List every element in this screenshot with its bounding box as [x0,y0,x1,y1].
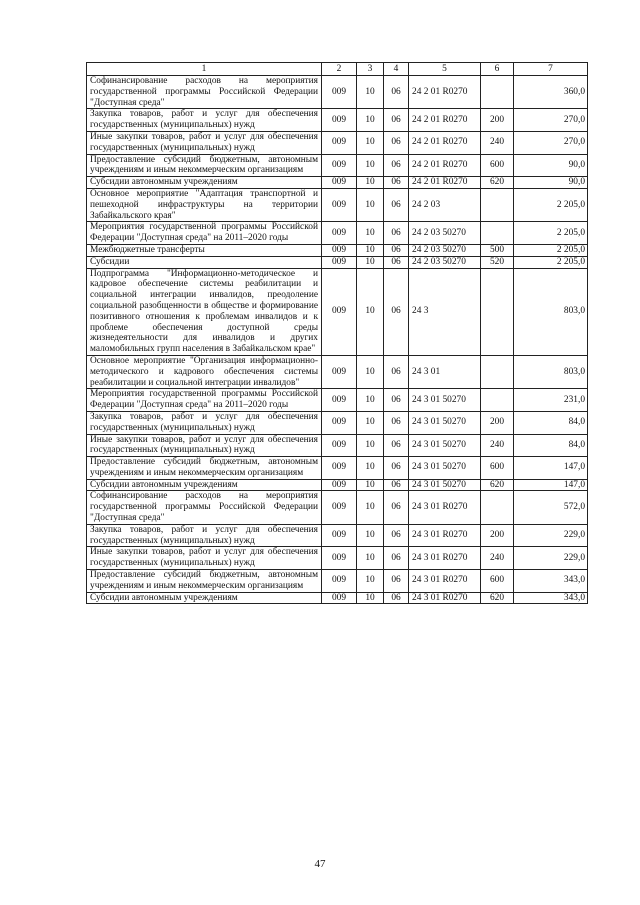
row-name-cell: Закупка товаров, работ и услуг для обеспечения государственных (муниципальных) нужд [87,109,322,132]
amount-cell: 231,0 [514,389,588,412]
ministry-code-cell: 009 [322,222,357,245]
table-row [87,389,588,412]
table-row [87,109,588,132]
row-name-cell: Подпрограмма "Информационно-методическое и кадровое обеспечение системы реабилитации и социальной интеграции инвалидов, преодоление социальной разобщенности в обществе и формирование позитивного отношения к проблемам инвалидов и к проблеме обеспечения доступной среды жизнедеятельности для инвалидов и других маломобильных групп населения в Забайкальском крае" [87,268,322,355]
target-article-cell: 24 2 03 50270 [409,244,481,256]
row-name-cell: Софинансирование расходов на мероприятия государственной программы Российской Федерации "Доступная среда" [87,76,322,109]
section-code-cell: 10 [357,592,384,604]
row-name-cell: Субсидии [87,256,322,268]
amount-cell: 2 205,0 [514,222,588,245]
expense-type-cell [481,76,514,109]
amount-cell: 343,0 [514,570,588,593]
table-row [87,547,588,570]
ministry-code-cell: 009 [322,244,357,256]
expense-type-cell [481,491,514,524]
section-code-cell: 10 [357,131,384,154]
target-article-cell: 24 3 [409,268,481,355]
row-name-cell: Иные закупки товаров, работ и услуг для обеспечения государственных (муниципальных) нужд [87,547,322,570]
row-name-cell: Иные закупки товаров, работ и услуг для обеспечения государственных (муниципальных) нужд [87,131,322,154]
expense-type-cell: 500 [481,244,514,256]
row-name-cell: Иные закупки товаров, работ и услуг для обеспечения государственных (муниципальных) нужд [87,434,322,457]
expense-type-cell: 600 [481,154,514,177]
ministry-code-cell: 009 [322,389,357,412]
ministry-code-cell: 009 [322,434,357,457]
expense-type-cell [481,188,514,221]
row-name-cell: Закупка товаров, работ и услуг для обеспечения государственных (муниципальных) нужд [87,524,322,547]
column-header: 2 [322,63,357,76]
amount-cell: 270,0 [514,131,588,154]
row-name-cell: Основное мероприятие "Адаптация транспортной и пешеходной инфраструктуры на территории Забайкальского края" [87,188,322,221]
table-row [87,570,588,593]
expense-type-cell [481,222,514,245]
ministry-code-cell: 009 [322,256,357,268]
amount-cell: 803,0 [514,355,588,388]
row-name-cell: Мероприятия государственной программы Российской Федерации "Доступная среда" на 2011–2020 годы [87,222,322,245]
target-article-cell: 24 3 01 R0270 [409,491,481,524]
subsection-code-cell: 06 [384,268,409,355]
row-name-cell: Субсидии автономным учреждениям [87,177,322,189]
column-header: 1 [87,63,322,76]
ministry-code-cell: 009 [322,457,357,480]
subsection-code-cell: 06 [384,592,409,604]
row-name-cell: Софинансирование расходов на мероприятия государственной программы Российской Федерации "Доступная среда" [87,491,322,524]
expense-type-cell: 200 [481,524,514,547]
target-article-cell: 24 2 01 R0270 [409,131,481,154]
row-name-cell: Предоставление субсидий бюджетным, автономным учреждениям и иным некоммерческим организациям [87,457,322,480]
section-code-cell: 10 [357,491,384,524]
table-row [87,131,588,154]
row-name-cell: Предоставление субсидий бюджетным, автономным учреждениям и иным некоммерческим организациям [87,570,322,593]
target-article-cell: 24 2 01 R0270 [409,76,481,109]
target-article-cell: 24 3 01 50270 [409,411,481,434]
row-name-cell: Субсидии автономным учреждениям [87,592,322,604]
expense-type-cell: 620 [481,592,514,604]
expense-type-cell: 240 [481,434,514,457]
target-article-cell: 24 3 01 50270 [409,434,481,457]
section-code-cell: 10 [357,570,384,593]
ministry-code-cell: 009 [322,154,357,177]
amount-cell: 2 205,0 [514,256,588,268]
subsection-code-cell: 06 [384,389,409,412]
target-article-cell: 24 2 01 R0270 [409,154,481,177]
section-code-cell: 10 [357,76,384,109]
column-header: 3 [357,63,384,76]
expense-type-cell [481,389,514,412]
subsection-code-cell: 06 [384,434,409,457]
amount-cell: 90,0 [514,154,588,177]
ministry-code-cell: 009 [322,109,357,132]
target-article-cell: 24 3 01 R0270 [409,524,481,547]
table-row [87,76,588,109]
subsection-code-cell: 06 [384,131,409,154]
amount-cell: 572,0 [514,491,588,524]
section-code-cell: 10 [357,256,384,268]
amount-cell: 343,0 [514,592,588,604]
amount-cell: 2 205,0 [514,244,588,256]
ministry-code-cell: 009 [322,188,357,221]
subsection-code-cell: 06 [384,479,409,491]
ministry-code-cell: 009 [322,491,357,524]
section-code-cell: 10 [357,222,384,245]
amount-cell: 803,0 [514,268,588,355]
table-row [87,244,588,256]
target-article-cell: 24 3 01 50270 [409,457,481,480]
subsection-code-cell: 06 [384,547,409,570]
ministry-code-cell: 009 [322,268,357,355]
target-article-cell: 24 2 01 R0270 [409,109,481,132]
ministry-code-cell: 009 [322,355,357,388]
subsection-code-cell: 06 [384,109,409,132]
target-article-cell: 24 3 01 R0270 [409,547,481,570]
ministry-code-cell: 009 [322,411,357,434]
subsection-code-cell: 06 [384,188,409,221]
expense-type-cell: 620 [481,479,514,491]
ministry-code-cell: 009 [322,592,357,604]
row-name-cell: Закупка товаров, работ и услуг для обеспечения государственных (муниципальных) нужд [87,411,322,434]
ministry-code-cell: 009 [322,76,357,109]
table-row [87,256,588,268]
subsection-code-cell: 06 [384,244,409,256]
expense-type-cell [481,268,514,355]
subsection-code-cell: 06 [384,355,409,388]
amount-cell: 360,0 [514,76,588,109]
table-row [87,491,588,524]
table-row [87,524,588,547]
row-name-cell: Предоставление субсидий бюджетным, автономным учреждениям и иным некоммерческим организациям [87,154,322,177]
table-row [87,592,588,604]
amount-cell: 229,0 [514,547,588,570]
section-code-cell: 10 [357,109,384,132]
table-row [87,177,588,189]
target-article-cell: 24 2 03 [409,188,481,221]
section-code-cell: 10 [357,524,384,547]
column-header: 6 [481,63,514,76]
amount-cell: 84,0 [514,434,588,457]
ministry-code-cell: 009 [322,547,357,570]
target-article-cell: 24 2 01 R0270 [409,177,481,189]
subsection-code-cell: 06 [384,222,409,245]
section-code-cell: 10 [357,547,384,570]
amount-cell: 270,0 [514,109,588,132]
row-name-cell: Межбюджетные трансферты [87,244,322,256]
section-code-cell: 10 [357,434,384,457]
target-article-cell: 24 3 01 [409,355,481,388]
page-number: 47 [314,858,326,870]
subsection-code-cell: 06 [384,491,409,524]
section-code-cell: 10 [357,479,384,491]
subsection-code-cell: 06 [384,524,409,547]
table-row [87,222,588,245]
column-header: 4 [384,63,409,76]
ministry-code-cell: 009 [322,177,357,189]
table-row [87,188,588,221]
column-header: 7 [514,63,588,76]
table-row [87,457,588,480]
table-row [87,355,588,388]
ministry-code-cell: 009 [322,524,357,547]
expense-type-cell: 200 [481,109,514,132]
section-code-cell: 10 [357,177,384,189]
expense-type-cell: 240 [481,131,514,154]
expense-type-cell: 600 [481,570,514,593]
target-article-cell: 24 2 03 50270 [409,256,481,268]
ministry-code-cell: 009 [322,131,357,154]
amount-cell: 2 205,0 [514,188,588,221]
table-row [87,479,588,491]
target-article-cell: 24 3 01 R0270 [409,570,481,593]
expense-type-cell: 240 [481,547,514,570]
column-header: 5 [409,63,481,76]
amount-cell: 90,0 [514,177,588,189]
table-row [87,154,588,177]
section-code-cell: 10 [357,188,384,221]
row-name-cell: Мероприятия государственной программы Российской Федерации "Доступная среда" на 2011–2020 годы [87,389,322,412]
subsection-code-cell: 06 [384,76,409,109]
target-article-cell: 24 3 01 50270 [409,479,481,491]
expense-type-cell: 620 [481,177,514,189]
subsection-code-cell: 06 [384,570,409,593]
section-code-cell: 10 [357,154,384,177]
amount-cell: 147,0 [514,479,588,491]
section-code-cell: 10 [357,268,384,355]
amount-cell: 84,0 [514,411,588,434]
budget-table [86,62,588,604]
target-article-cell: 24 3 01 R0270 [409,592,481,604]
target-article-cell: 24 3 01 50270 [409,389,481,412]
section-code-cell: 10 [357,457,384,480]
table-row [87,411,588,434]
row-name-cell: Основное мероприятие "Организация информационно-методического и кадрового обеспечения системы реабилитации и социальной интеграции инвалидов" [87,355,322,388]
table-header-row [87,63,588,76]
target-article-cell: 24 2 03 50270 [409,222,481,245]
expense-type-cell: 600 [481,457,514,480]
expense-type-cell [481,355,514,388]
ministry-code-cell: 009 [322,479,357,491]
amount-cell: 229,0 [514,524,588,547]
row-name-cell: Субсидии автономным учреждениям [87,479,322,491]
ministry-code-cell: 009 [322,570,357,593]
expense-type-cell: 200 [481,411,514,434]
table-row [87,434,588,457]
table-row [87,268,588,355]
subsection-code-cell: 06 [384,177,409,189]
subsection-code-cell: 06 [384,457,409,480]
expense-type-cell: 520 [481,256,514,268]
section-code-cell: 10 [357,355,384,388]
subsection-code-cell: 06 [384,411,409,434]
amount-cell: 147,0 [514,457,588,480]
section-code-cell: 10 [357,244,384,256]
section-code-cell: 10 [357,411,384,434]
subsection-code-cell: 06 [384,256,409,268]
subsection-code-cell: 06 [384,154,409,177]
section-code-cell: 10 [357,389,384,412]
